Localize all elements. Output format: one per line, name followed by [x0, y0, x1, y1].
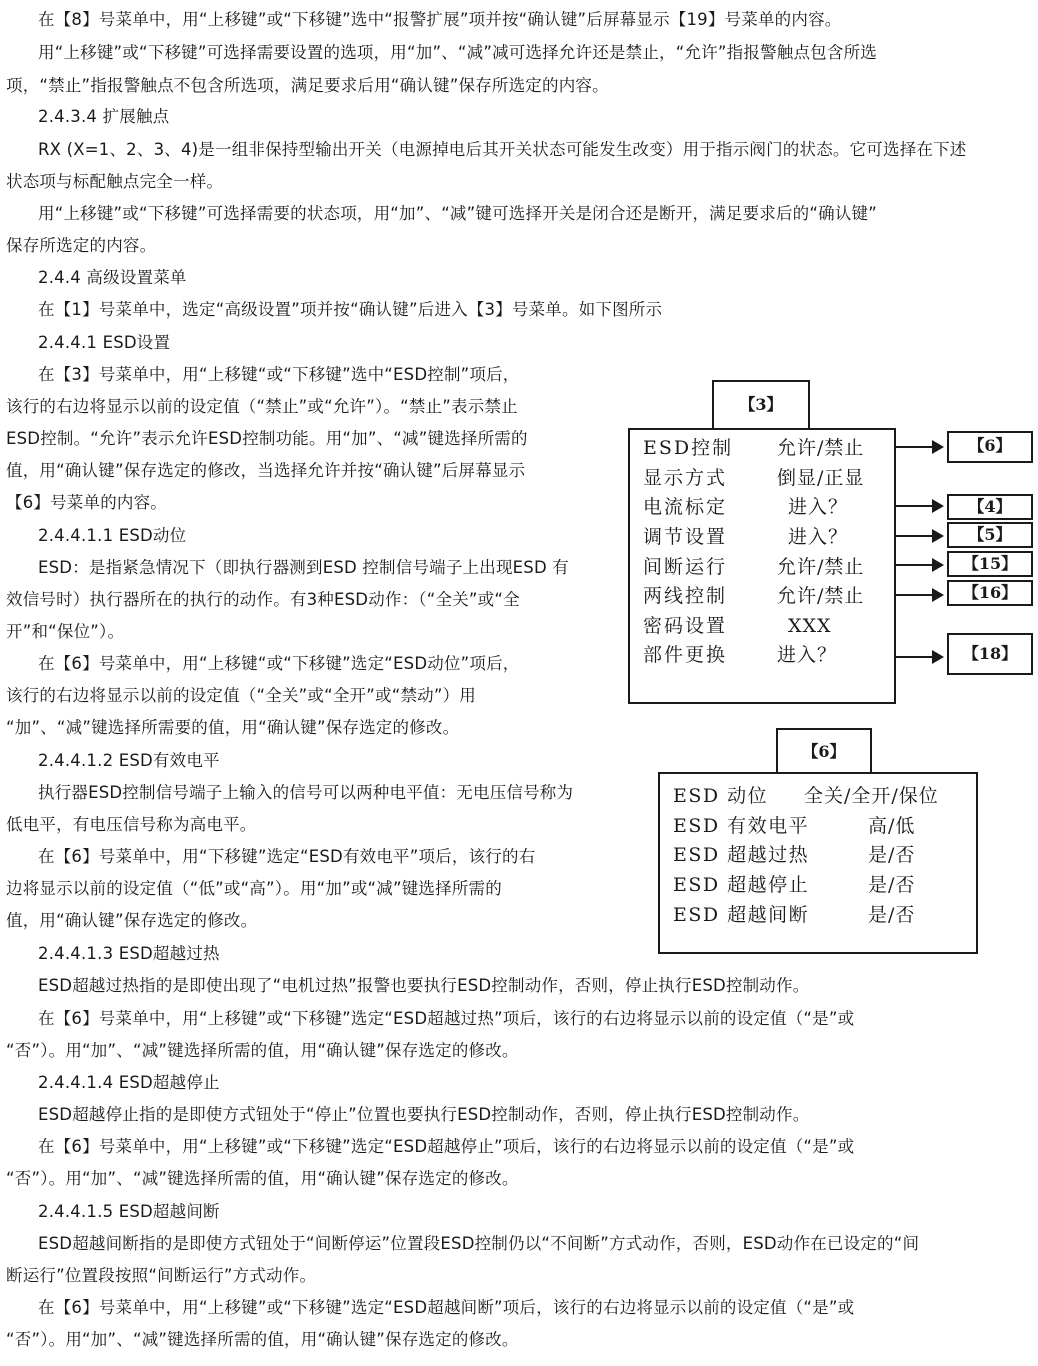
section-heading: 2.4.4.1.4 ESD超越停止 [38, 1073, 220, 1092]
menu-target-5: 【5】 [947, 522, 1033, 548]
section-heading: 2.4.4.1.2 ESD有效电平 [38, 751, 220, 770]
paragraph-line: 在【6】号菜单中，用“下移键”选定“ESD有效电平”项后，该行的右 [38, 847, 536, 866]
menu3-row-value: 倒显/正显 [777, 467, 865, 489]
paragraph-line: 低电平，有电压信号称为高电平。 [6, 815, 257, 834]
menu6-row-value: 全关/全开/保位 [804, 785, 939, 807]
menu6-row-label: ESD 超越停止 [673, 874, 810, 896]
section-heading: 2.4.4.1.3 ESD超越过热 [38, 944, 220, 963]
menu6-row-value: 是/否 [868, 904, 916, 926]
menu-target-4: 【4】 [947, 494, 1033, 520]
menu3-row-label: 电流标定 [643, 496, 728, 518]
menu6-row-label: ESD 超越间断 [673, 904, 810, 926]
menu3-row-label: 调节设置 [643, 526, 728, 548]
paragraph-line: 边将显示以前的设定值（“低”或“高”）。用“加”或“减”键选择所需的 [6, 879, 502, 898]
paragraph-line: ESD控制。“允许”表示允许ESD控制功能。用“加”、“减”键选择所需的 [6, 429, 528, 448]
paragraph-line: 保存所选定的内容。 [6, 236, 157, 255]
menu3-row-value: 进入？ [788, 496, 849, 518]
paragraph-line: 值，用“确认键”保存选定的修改。 [6, 911, 258, 930]
menu3-row-label: 两线控制 [643, 585, 728, 607]
paragraph-line: 断运行”位置段按照“间断运行”方式动作。 [6, 1266, 317, 1285]
paragraph-line: “否”）。用“加”、“减”键选择所需的值，用“确认键”保存选定的修改。 [6, 1330, 519, 1349]
menu3-row-value: 允许/禁止 [777, 585, 865, 607]
menu6-row-label: ESD 有效电平 [673, 815, 810, 837]
paragraph-line: RX (X=1、2、3、4)是一组非保持型输出开关（电源掉电后其开关状态可能发生改变）用于指示阀门的状态。它可选择在下述 [38, 140, 967, 159]
menu3-row-label: 密码设置 [643, 615, 728, 637]
paragraph-line: 该行的右边将显示以前的设定值（“禁止”或“允许”）。“禁止”表示禁止 [6, 397, 518, 416]
arrow-to-menu16 [896, 594, 942, 596]
menu6-tab: 【6】 [776, 728, 872, 774]
arrow-to-menu6 [896, 446, 942, 448]
arrow-to-menu5 [896, 535, 942, 537]
paragraph-line: 开”和“保位”）。 [6, 622, 125, 641]
paragraph-line: 用“上移键”或“下移键”可选择需要设置的选项，用“加”、“减”减可选择允许还是禁止，“允许”指报警触点包含所选 [38, 43, 877, 62]
paragraph-line: “加”、“减”键选择所需要的值，用“确认键”保存选定的修改。 [6, 718, 460, 737]
menu3-tab: 【3】 [712, 380, 810, 430]
paragraph-line: “否”）。用“加”、“减”键选择所需的值，用“确认键”保存选定的修改。 [6, 1169, 519, 1188]
section-heading: 2.4.4.1.1 ESD动位 [38, 526, 187, 545]
paragraph-line: 状态项与标配触点完全一样。 [6, 172, 224, 191]
paragraph-line: 在【6】号菜单中，用“上移键”或“下移键”选定“ESD超越停止”项后，该行的右边将显示以前的设定值（“是”或 [38, 1137, 855, 1156]
arrow-to-menu4 [896, 505, 942, 507]
paragraph-line: 执行器ESD控制信号端子上输入的信号可以两种电平值：无电压信号称为 [38, 783, 574, 802]
menu6-row-label: ESD 动位 [673, 785, 769, 807]
section-heading: 2.4.4.1.5 ESD超越间断 [38, 1202, 220, 1221]
paragraph-line: 该行的右边将显示以前的设定值（“全关”或“全开”或“禁动”）用 [6, 686, 476, 705]
paragraph-line: 值，用“确认键”保存选定的修改，当选择允许并按“确认键”后屏幕显示 [6, 461, 526, 480]
menu3-row-value: 进入？ [777, 644, 838, 666]
menu3-row-value: 允许/禁止 [777, 556, 865, 578]
paragraph-line: 在【1】号菜单中，选定“高级设置”项并按“确认键”后进入【3】号菜单。如下图所示 [38, 300, 663, 319]
menu-target-18: 【18】 [947, 633, 1033, 675]
paragraph-line: 效信号时）执行器所在的执行的动作。有3种ESD动作：（“全关”或“全 [6, 590, 520, 609]
paragraph-line: ESD超越停止指的是即使方式钮处于“停止”位置也要执行ESD控制动作，否则，停止执行ESD控制动作。 [38, 1105, 810, 1124]
menu3-row-value: XXX [788, 615, 832, 637]
paragraph-line: 用“上移键”或“下移键”可选择需要的状态项，用“加”、“减”键可选择开关是闭合还是断开，满足要求后的“确认键” [38, 204, 877, 223]
menu3-row-value: 进入？ [788, 526, 849, 548]
arrow-to-menu18 [896, 656, 942, 658]
menu3-row-label: 部件更换 [643, 644, 728, 666]
menu3-row-value: 允许/禁止 [777, 437, 865, 459]
paragraph-line: 项，“禁止”指报警触点不包含所选项，满足要求后用“确认键”保存所选定的内容。 [6, 76, 609, 95]
paragraph-line: 【6】号菜单的内容。 [6, 493, 167, 512]
menu3-row-label: ESD控制 [643, 437, 734, 459]
section-heading: 2.4.4 高级设置菜单 [38, 268, 187, 287]
menu6-row-value: 高/低 [868, 815, 916, 837]
section-heading: 2.4.4.1 ESD设置 [38, 333, 171, 352]
menu-target-16: 【16】 [947, 580, 1033, 606]
arrow-to-menu15 [896, 564, 942, 566]
paragraph-line: ESD超越间断指的是即使方式钮处于“间断停运”位置段ESD控制仍以“不间断”方式动作，否则，ESD动作在已设定的“间 [38, 1234, 920, 1253]
paragraph-line: 在【3】号菜单中，用“上移键“或“下移键”选中“ESD控制”项后， [38, 365, 520, 384]
paragraph-line: 在【6】号菜单中，用“上移键“或“下移键”选定“ESD动位”项后， [38, 654, 520, 673]
paragraph-line: ESD超越过热指的是即使出现了“电机过热”报警也要执行ESD控制动作，否则，停止执行ESD控制动作。 [38, 976, 810, 995]
section-heading: 2.4.3.4 扩展触点 [38, 107, 170, 126]
paragraph-line: 在【8】号菜单中，用“上移键”或“下移键”选中“报警扩展”项并按“确认键”后屏幕显示【19】号菜单的内容。 [38, 10, 842, 29]
paragraph-line: “否”）。用“加”、“减”键选择所需的值，用“确认键”保存选定的修改。 [6, 1041, 519, 1060]
paragraph-line: ESD：是指紧急情况下（即执行器测到ESD 控制信号端子上出现ESD 有 [38, 558, 570, 577]
paragraph-line: 在【6】号菜单中，用“上移键”或“下移键”选定“ESD超越过热”项后，该行的右边将显示以前的设定值（“是”或 [38, 1009, 855, 1028]
menu-target-15: 【15】 [947, 551, 1033, 577]
menu6-row-value: 是/否 [868, 874, 916, 896]
menu3-row-label: 间断运行 [643, 556, 728, 578]
menu6-row-value: 是/否 [868, 844, 916, 866]
menu3-row-label: 显示方式 [643, 467, 728, 489]
menu6-row-label: ESD 超越过热 [673, 844, 810, 866]
menu-target-6: 【6】 [947, 431, 1033, 463]
paragraph-line: 在【6】号菜单中，用“上移键”或“下移键”选定“ESD超越间断”项后，该行的右边将显示以前的设定值（“是”或 [38, 1298, 855, 1317]
